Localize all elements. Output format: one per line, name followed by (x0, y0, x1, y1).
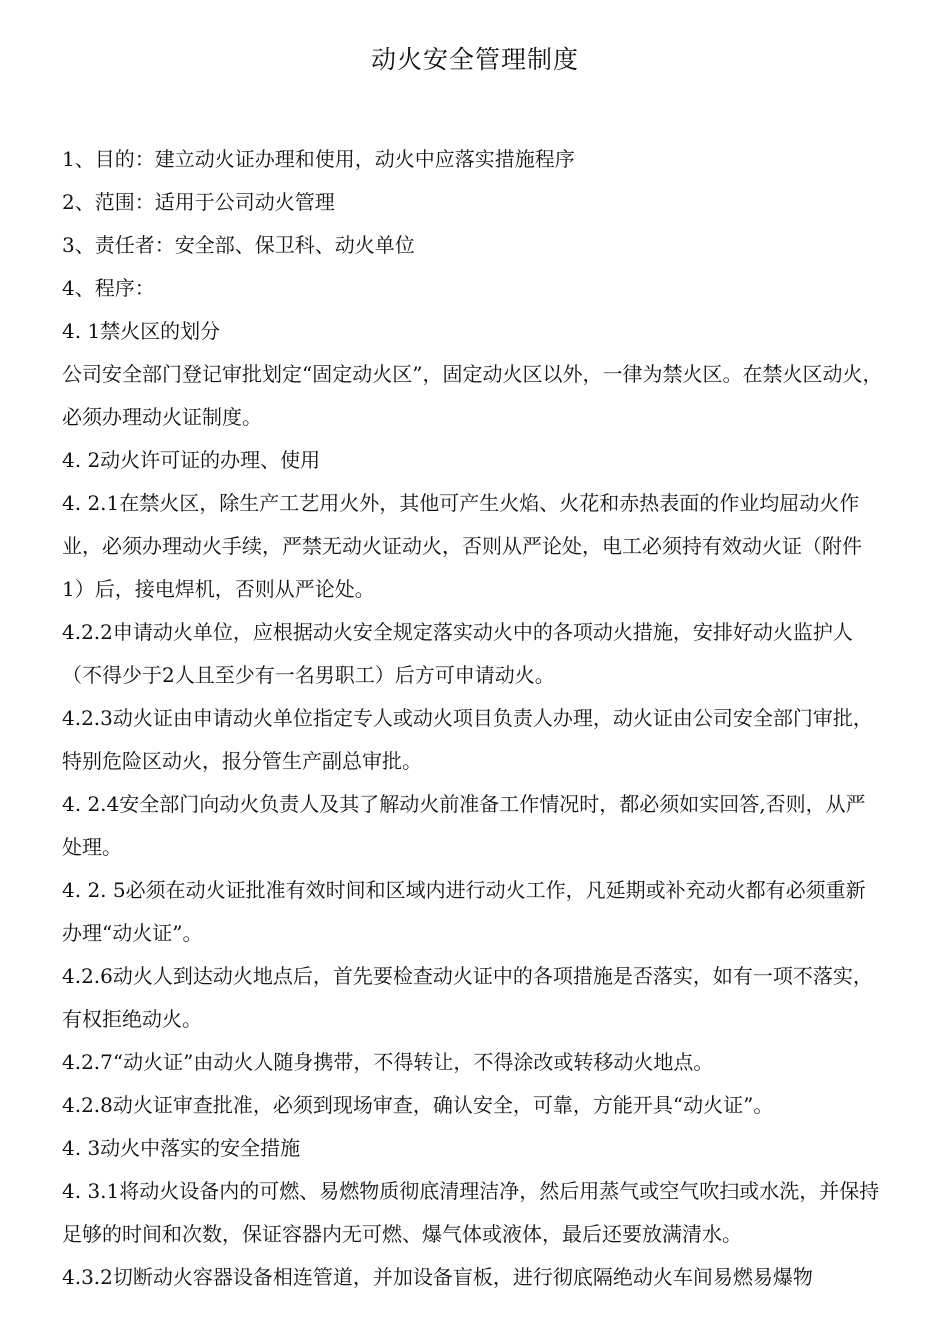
paragraph-4-3-2: 4.3.2切断动火容器设备相连管道，并加设备盲板，进行彻底隔绝动火车间易燃易爆物 (62, 1265, 813, 1289)
paragraph-4-2-1: 4. 2.1在禁火区，除生产工艺用火外，其他可产生火焰、火花和赤热表面的作业均屈动火作业，必须办理动火手续，严禁无动火证动火，否则从严论处，电工必须持有效动火证（附件1）后，接电焊机，否则从严论处。 (62, 491, 862, 601)
paragraph-4-2-2: 4.2.2申请动火单位，应根据动火安全规定落实动火中的各项动火措施，安排好动火监护人（不得少于2人且至少有一名男职工）后方可申请动火。 (62, 620, 853, 687)
paragraph-4-2-7: 4.2.7“动火证”由动火人随身携带，不得转让，不得涂改或转移动火地点。 (62, 1050, 714, 1074)
paragraph-4-2-5: 4. 2. 5必须在动火证批准有效时间和区域内进行动火工作，凡延期或补充动火都有必须重新办理“动火证”。 (62, 878, 866, 945)
paragraph-4-2-6: 4.2.6动火人到达动火地点后，首先要检查动火证中的各项措施是否落实，如有一项不落实，有权拒绝动火。 (62, 964, 873, 1031)
section-heading-4-2: 4. 2动火许可证的办理、使用 (62, 448, 321, 472)
page-title: 动火安全管理制度 (370, 45, 579, 74)
section-heading-4-3: 4. 3动火中落实的安全措施 (62, 1136, 301, 1160)
paragraph-procedure: 4、程序： (62, 276, 155, 300)
document-body (62, 138, 884, 1299)
paragraph-4-3-1: 4. 3.1将动火设备内的可燃、易燃物质彻底清理洁净，然后用蒸气或空气吹扫或水洗，并保持足够的时间和次数，保证容器内无可燃、爆气体或液体，最后还要放满清水。 (62, 1179, 880, 1246)
paragraph-4-2-4: 4. 2.4安全部门向动火负责人及其了解动火前准备工作情况时，都必须如实回答,否则，从严处理。 (62, 792, 866, 859)
paragraph-4-2-8: 4.2.8动火证审查批准，必须到现场审查，确认安全，可靠，方能开具“动火证”。 (62, 1093, 774, 1117)
paragraph-4-1-text: 公司安全部门登记审批划定“固定动火区”，固定动火区以外，一律为禁火区。在禁火区动火，必须办理动火证制度。 (62, 362, 883, 429)
paragraph-purpose: 1、目的：建立动火证办理和使用，动火中应落实措施程序 (62, 147, 575, 171)
paragraph-responsible: 3、责任者：安全部、保卫科、动火单位 (62, 233, 415, 257)
section-heading-4-1: 4. 1禁火区的划分 (62, 319, 221, 343)
paragraph-4-2-3: 4.2.3动火证由申请动火单位指定专人或动火项目负责人办理，动火证由公司安全部门审批，特别危险区动火，报分管生产副总审批。 (62, 706, 873, 773)
paragraph-scope: 2、范围：适用于公司动火管理 (62, 190, 335, 214)
